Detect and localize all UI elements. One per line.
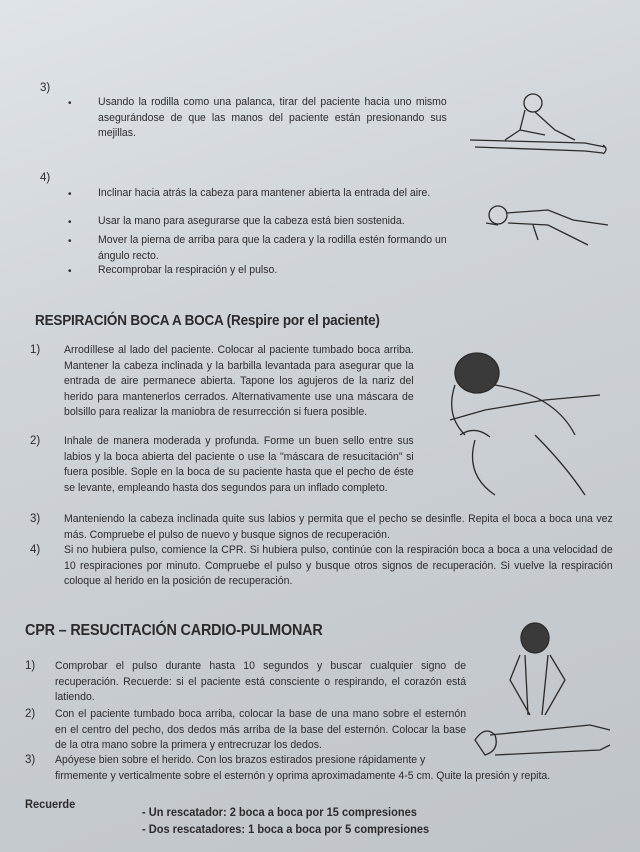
bullet-icon: • <box>68 236 72 247</box>
bullet-text: Inclinar hacia atrás la cabeza para mantener abierta la entrada del aire. <box>98 187 431 199</box>
remember-item: - Un rescatador: 2 boca a boca por 15 compresiones <box>142 805 417 819</box>
step-number: 3) <box>40 82 51 94</box>
item-text: Comprobar el pulso durante hasta 10 segundos y buscar cualquier signo de recuperación. Recuerde: si el paciente está consciente o respirando, el corazón está latiendo. <box>55 660 467 704</box>
item-number: 2) <box>25 708 36 720</box>
item-text: Con el paciente tumbado boca arriba, colocar la base de una mano sobre el esternón en el centro del pecho, dos dedos más arriba de la base del esternón. Colocar la base de la otra mano sobre la primera y entrecruzar los dedos. <box>55 708 467 752</box>
bullet-icon: • <box>68 266 72 277</box>
remember-label: Recuerde <box>25 797 76 811</box>
section-title: CPR – RESUCITACIÓN CARDIO-PULMONAR <box>25 622 323 639</box>
item-text: Arrodíllese al lado del paciente. Colocar al paciente tumbado boca arriba. Mantener la cabeza inclinada y la barbilla levantada para asegurar que la entrada de aire permanece abierta. Tapone los agujeros de la nariz del herido para mantenerlos cerrados. Alternativamente use una máscara de bolsillo para realizar la maniobra de resurrección si fuera posible. <box>64 344 414 419</box>
bullet-icon: • <box>68 98 72 109</box>
bullet-text: Usar la mano para asegurarse que la cabeza está bien sostenida. <box>98 215 405 227</box>
item-number: 1) <box>30 344 41 356</box>
bullet-icon: • <box>68 189 72 200</box>
step-number: 4) <box>40 172 51 184</box>
mouth-to-mouth-illustration <box>415 345 615 505</box>
item-text: Apóyese bien sobre el herido. Con los brazos estirados presione rápidamente y <box>55 754 426 766</box>
bullet-text: Recomprobar la respiración y el pulso. <box>98 264 278 276</box>
item-text: firmemente y verticalmente sobre el esternón y oprima aproximadamente 4-5 cm. Quite la presión y repita. <box>55 770 551 782</box>
item-text: Manteniendo la cabeza inclinada quite sus labios y permita que el pecho se desinfle. Repita el boca a boca una vez más. Compruebe el pulso de nuevo y busque signos de recuperación. <box>64 513 613 541</box>
item-number: 3) <box>25 754 36 766</box>
bullet-text: Mover la pierna de arriba para que la cadera y la rodilla estén formando un ángulo recto. <box>98 234 447 262</box>
section-title: RESPIRACIÓN BOCA A BOCA (Respire por el paciente) <box>35 312 380 329</box>
step-text: Usando la rodilla como una palanca, tirar del paciente hacia uno mismo asegurándose de que las manos del paciente están presionando sus mejillas. <box>98 96 447 140</box>
item-text: Si no hubiera pulso, comience la CPR. Si hubiera pulso, continúe con la respiración boca a boca a una velocidad de 10 respiraciones por minuto. Compruebe el pulso y busque otros signos de recuperación. Si vuelve la respiración coloque al herido en la posición de recuperación. <box>64 544 613 588</box>
remember-item: - Dos rescatadores: 1 boca a boca por 5 compresiones <box>142 822 430 836</box>
recovery-knee-illustration <box>465 85 615 165</box>
recovery-position-illustration <box>478 195 618 255</box>
item-number: 4) <box>30 544 41 556</box>
cpr-compression-illustration <box>470 620 620 760</box>
item-number: 3) <box>30 513 41 525</box>
item-number: 2) <box>30 435 41 447</box>
item-text: Inhale de manera moderada y profunda. Forme un buen sello entre sus labios y la boca abierta del paciente o use la "máscara de resucitación" si fuera posible. Sople en la boca de su paciente hasta que el pecho de éste se levante, empleando hasta dos segundos para un inflado completo. <box>64 435 414 494</box>
item-number: 1) <box>25 660 36 672</box>
bullet-icon: • <box>68 217 72 228</box>
